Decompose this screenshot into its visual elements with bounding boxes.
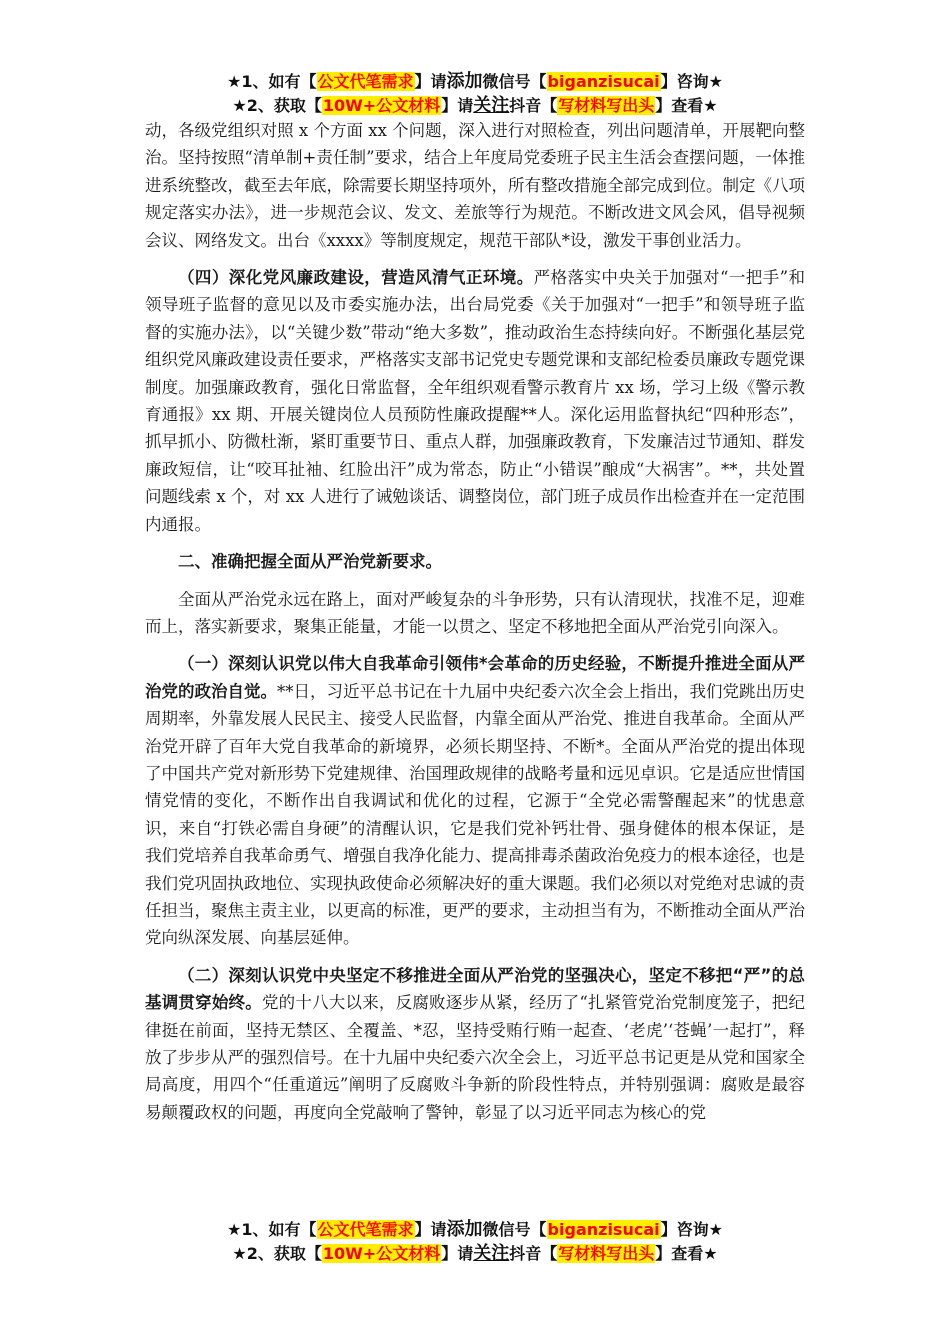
- highlight-materials: 10W+公文材料: [322, 1244, 441, 1263]
- highlight-writing-service: 公文代笔需求: [317, 1220, 414, 1239]
- banner-text: 】请: [441, 1244, 474, 1263]
- banner-text: 抖音【: [509, 1244, 558, 1263]
- banner-text: 微信号【: [482, 1220, 547, 1239]
- paragraph-heading: （二）深刻认识党中央坚定不移推进全面从严治党的坚强决心，坚定不移把“严”的总基调贯穿始终。: [145, 965, 805, 1013]
- paragraph-heading: （一）深刻认识党以伟大自我革命引领伟*会革命的历史经验，不断提升推进全面从严治党的政治自觉。: [145, 654, 805, 701]
- paragraph: [145, 264, 805, 538]
- paragraph-text: 党的十八大以来，反腐败逐步从紧，经历了“扎紧管党治党制度笼子，把纪律挺在前面，坚持无禁区、全覆盖、*忍，坚持受贿行贿一起查、‘老虎’‘苍蝇’一起打”，释放了步步从严的强烈信号。在十九届中央纪委六次全会上，习近平总书记更是从党和国家全局高度，用四个“任重道远”阐明了反腐败斗争新的阶段性特点，并特别强调：腐败是最容易颠覆政权的问题，再度向全党敲响了警钟，彰显了以习近平同志为核心的党: [145, 993, 806, 1122]
- paragraph: [145, 650, 805, 951]
- banner-text: ★2、获取【: [232, 96, 322, 115]
- highlight-wechat-id: biganzisucai: [547, 1220, 660, 1239]
- highlight-douyin-account: 写材料写出头: [558, 1244, 655, 1263]
- banner-text: 】请: [441, 96, 474, 115]
- paragraph: [145, 962, 805, 1126]
- highlight-materials: 10W+公文材料: [322, 96, 441, 115]
- banner-text: 抖音【: [509, 96, 558, 115]
- banner-text: 】请: [414, 1220, 447, 1239]
- banner-text: 】查看★: [655, 1244, 718, 1263]
- banner-text: ★1、如有【: [227, 1220, 317, 1239]
- paragraph: 全面从严治党永远在路上，面对严峻复杂的斗争形势，只有认清现状，找准不足，迎难而上，落实新要求，聚集正能量，才能一以贯之、坚定不移地把全面从严治党引向深入。: [145, 589, 805, 636]
- highlight-douyin-account: 写材料写出头: [558, 96, 655, 115]
- highlight-wechat-id: biganzisucai: [547, 72, 660, 91]
- banner-text-large: 添加: [446, 71, 483, 92]
- paragraph: 动，各级党组织对照 x 个方面 xx 个问题，深入进行对照检查，列出问题清单，开展靶向整治。坚持按照“清单制+责任制”要求，结合上年度局党委班子民主生活会查摆问题，一体推进系统整改，截至去年底，除需要长期坚持项外，所有整改措施全部完成到位。制定《八项规定落实办法》，进一步规范会议、发文、差旅等行为规范。不断改进文风会风，倡导视频会议、网络发文。出台《xxxx》等制度规定，规范干部队*设，激发干事创业活力。: [145, 121, 805, 250]
- banner-text: ★2、获取【: [232, 1244, 322, 1263]
- banner-text: 】请: [414, 72, 447, 91]
- highlight-writing-service: 公文代笔需求: [317, 72, 414, 91]
- banner-text-large: 添加: [446, 1219, 483, 1240]
- banner-text-large: 关注: [473, 95, 510, 116]
- banner-text: 微信号【: [482, 72, 547, 91]
- banner-text: 】咨询★: [660, 1220, 723, 1239]
- banner-text: ★1、如有【: [227, 72, 317, 91]
- section-heading: 二、准确把握全面从严治党新要求。: [178, 552, 442, 572]
- banner-line-2: [0, 1242, 950, 1266]
- paragraph-text: **日，习近平总书记在十九届中央纪委六次全会上指出，我们党跳出历史周期率，外靠发展人民民主、接受人民监督，内靠全面从严治党、推进自我革命。全面从严治党开辟了百年大党自我革命的新境界，必须长期坚持、不断*。全面从严治党的提出体现了中国共产党对新形势下党建规律、治国理政规律的战略考量和远见卓识。它是适应世情国情党情的变化，不断作出自我调试和优化的过程，它源于“全党必需警醒起来”的忧患意识，来自“打铁必需自身硬”的清醒认识，它是我们党补钙壮骨、强身健体的根本保证，是我们党培养自我革命勇气、增强自我净化能力、提高排毒杀菌政治免疫力的根本途径，也是我们党巩固执政地位、实现执政使命必须解决好的重大课题。我们必须以对党绝对忠诚的责任担当，聚焦主责主业，以更高的标准，更严的要求，主动担当有为，不断推动全面从严治党向纵深发展、向基层延伸。: [145, 681, 805, 948]
- document-body: [145, 117, 805, 1136]
- bottom-banner: [0, 1218, 950, 1266]
- banner-text-large: 关注: [473, 1243, 510, 1264]
- banner-line-2: [0, 94, 950, 118]
- paragraph-heading: （四）深化党风廉政建设，营造风清气正环境。: [178, 268, 534, 288]
- banner-line-1: [0, 1218, 950, 1242]
- top-banner: [0, 70, 950, 118]
- banner-line-1: [0, 70, 950, 94]
- banner-text: 】查看★: [655, 96, 718, 115]
- paragraph-text: 严格落实中央关于加强对“一把手”和领导班子监督的意见以及市委实施办法，出台局党委《关于加强对“一把手”和领导班子监督的实施办法》，以“关键少数”带动“绝大多数”，推动政治生态持续向好。不断强化基层党组织党风廉政建设责任要求，严格落实支部书记党史专题党课和支部纪检委员廉政专题党课制度。加强廉政教育，强化日常监督，全年组织观看警示教育片 xx 场，学习上级《警示教育通报》xx 期、开展关键岗位人员预防性廉政提醒**人。深化运用监督执纪“四种形态”，抓早抓小、防微杜渐，紧盯重要节日、重点人群，加强廉政教育，下发廉洁过节通知、群发廉政短信，让“咬耳扯袖、红脸出汗”成为常态，防止“小错误”酿成“大祸害”。**，共处置问题线索 x 个，对 xx 人进行了诫勉谈话、调整岗位，部门班子成员作出检查并在一定范围内通报。: [145, 268, 805, 534]
- banner-text: 】咨询★: [660, 72, 723, 91]
